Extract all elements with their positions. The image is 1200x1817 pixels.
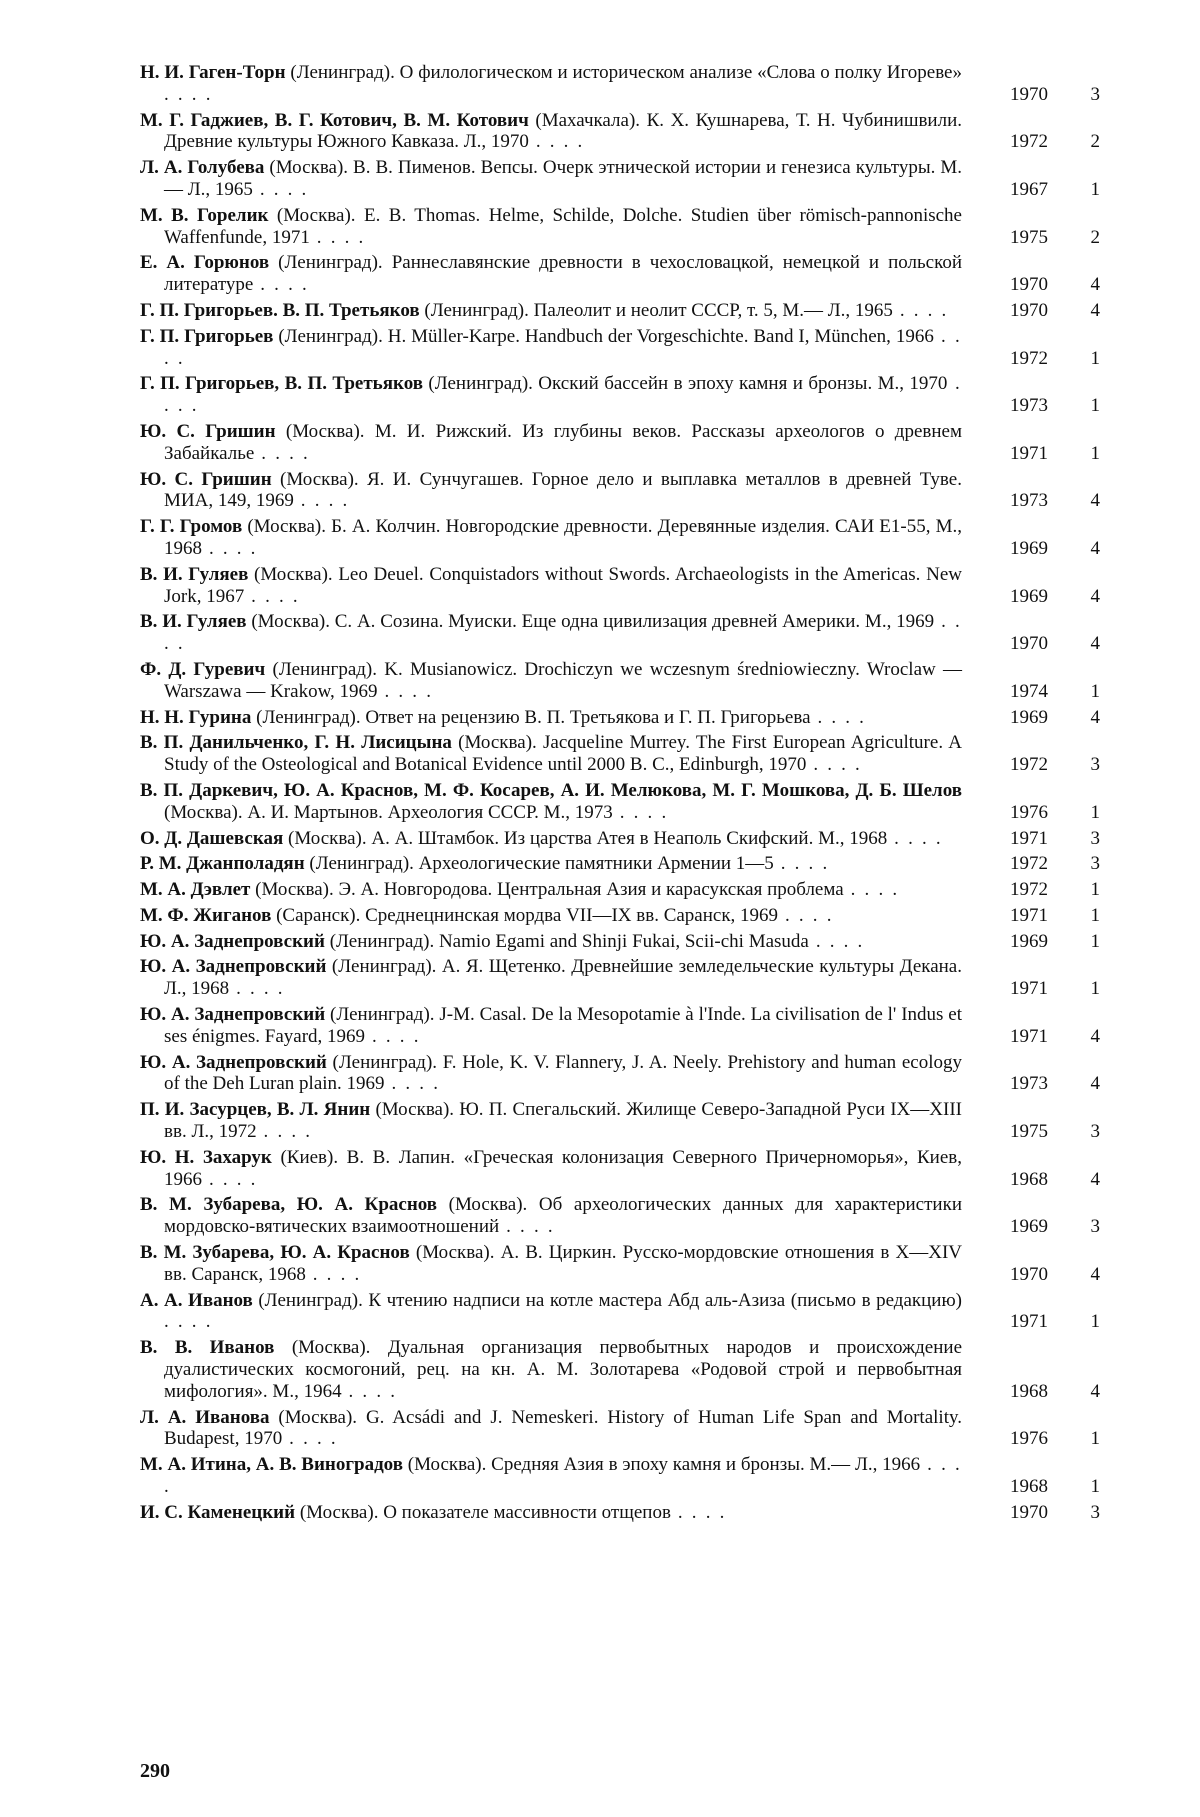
entry-title: (Москва). Ю. П. Спегальский. Жилище Северо-Западной Руси IX—XIII вв. Л., 1972 (164, 1099, 962, 1143)
entry-issue: 4 (1090, 1380, 1100, 1402)
entry-issue: 2 (1090, 131, 1100, 153)
entry-year: 1969 (1010, 1216, 1048, 1238)
entry-author: Ю. А. Заднепровский (140, 930, 325, 952)
dot-leader: . . . . (202, 537, 258, 559)
entry-text (140, 326, 962, 370)
entry-text (140, 611, 962, 655)
bibliography-entry (140, 373, 1100, 417)
entry-author: Ю. А. Заднепровский (140, 1051, 327, 1073)
bibliography-entry (140, 1454, 1100, 1498)
entry-issue: 4 (1090, 1073, 1100, 1095)
bibliography-entry (140, 1407, 1100, 1451)
bibliography-entry (140, 62, 1100, 106)
bibliography-entry (140, 611, 1100, 655)
entry-issue: 1 (1090, 1476, 1100, 1498)
entry-year: 1975 (1010, 226, 1048, 248)
entry-text (140, 252, 962, 296)
entry-issue: 3 (1090, 1121, 1100, 1143)
entry-title: (Москва). E. B. Thomas. Helme, Schilde, Dolche. Studien über römisch-pannonische Waffenfunde, 1971 (164, 204, 962, 248)
entry-title: (Москва). Б. А. Колчин. Новгородские древности. Деревянные изделия. САИ Е1-55, М., 1968 (164, 516, 963, 559)
bibliography-entry (140, 707, 1100, 729)
bibliography-entry (140, 421, 1100, 465)
entry-year: 1974 (1010, 680, 1048, 702)
entry-year: 1968 (1010, 1380, 1048, 1402)
entry-author: Ю. Н. Захарук (140, 1146, 272, 1168)
entry-author: В. И. Гуляев (140, 611, 247, 633)
dot-leader: . . . . (377, 680, 434, 702)
entry-issue: 4 (1090, 1263, 1100, 1285)
entry-year: 1971 (1010, 827, 1048, 849)
entry-text (140, 205, 962, 249)
entry-title: (Ленинград). Палеолит и неолит СССР, т. 5, М.— Л., 1965 (419, 299, 893, 321)
entry-text (140, 1242, 962, 1286)
dot-leader: . . . . (892, 299, 949, 321)
entry-author: М. А. Дэвлет (140, 879, 251, 901)
dot-leader: . . . . (253, 274, 309, 296)
bibliography-entry (140, 853, 1100, 875)
entry-issue: 1 (1090, 1428, 1100, 1450)
entry-issue: 3 (1090, 1216, 1100, 1238)
entry-issue: 4 (1090, 633, 1100, 655)
entry-author: И. С. Каменецкий (140, 1501, 296, 1523)
entry-text (140, 931, 962, 953)
entry-year: 1971 (1010, 442, 1048, 464)
dot-leader: . . . . (164, 1454, 962, 1498)
entry-issue: 1 (1090, 879, 1100, 901)
entry-title: (Ленинград). Окский бассейн в эпоху камня и бронзы. М., 1970 (422, 373, 948, 395)
entry-author: Ю. А. Заднепровский (140, 1004, 326, 1026)
entry-issue: 1 (1090, 178, 1100, 200)
entry-issue: 4 (1090, 274, 1100, 296)
bibliography-entry (140, 1099, 1100, 1143)
entry-issue: 1 (1090, 347, 1100, 369)
entry-author: М. Ф. Жиганов (140, 904, 272, 926)
bibliography-entry (140, 157, 1100, 201)
dot-leader: . . . . (244, 585, 300, 607)
entry-text (140, 905, 962, 927)
entry-author: Г. П. Григорьев (140, 325, 274, 347)
entry-issue: 4 (1090, 490, 1100, 512)
dot-leader: . . . . (309, 226, 366, 248)
entry-text (140, 300, 962, 322)
bibliography-entry (140, 732, 1100, 776)
entry-text (140, 1290, 962, 1334)
dot-leader: . . . . (499, 1216, 555, 1238)
entry-year: 1973 (1010, 490, 1048, 512)
bibliography-entry (140, 905, 1100, 927)
entry-title: (Москва). А. А. Штамбок. Из царства Атея в Неаполь Скифский. М., 1968 (283, 827, 888, 849)
dot-leader: . . . . (252, 178, 309, 200)
entry-year: 1969 (1010, 930, 1048, 952)
dot-leader: . . . . (305, 1263, 362, 1285)
entry-year: 1972 (1010, 754, 1048, 776)
entry-title: (Москва). М. И. Рижский. Из глубины веков. Рассказы археологов о древнем Забайкалье (164, 420, 962, 464)
entry-title: (Москва). G. Acsádi and J. Nemeskeri. History of Human Life Span and Mortality. Budapest, 1970 (164, 1406, 962, 1450)
entry-text (140, 564, 962, 608)
entry-year: 1972 (1010, 131, 1048, 153)
entry-year: 1976 (1010, 1428, 1048, 1450)
entry-year: 1969 (1010, 537, 1048, 559)
entry-title: (Москва). В. В. Пименов. Вепсы. Очерк этнической истории и генезиса культуры. М.— Л., 1965 (164, 157, 962, 200)
entry-year: 1967 (1010, 178, 1048, 200)
entry-year: 1970 (1010, 1501, 1048, 1523)
entry-year: 1970 (1010, 274, 1048, 296)
bibliography-list (140, 62, 1100, 1528)
entry-issue: 1 (1090, 978, 1100, 1000)
entry-author: Г. П. Григорьев, В. П. Третьяков (140, 373, 423, 395)
entry-issue: 1 (1090, 1311, 1100, 1333)
bibliography-entry (140, 469, 1100, 513)
entry-text (140, 516, 962, 560)
dot-leader: . . . . (773, 853, 830, 875)
dot-leader: . . . . (164, 325, 962, 369)
entry-year: 1971 (1010, 904, 1048, 926)
entry-issue: 4 (1090, 299, 1100, 321)
dot-leader: . . . . (254, 442, 310, 464)
dot-leader: . . . . (164, 373, 963, 417)
dot-leader: . . . . (808, 930, 865, 952)
entry-title: (Ленинград). J-M. Casal. De la Mesopotamie à l'Inde. La civilisation de l' Indus et ses énigmes. Fayard, 1969 (164, 1004, 962, 1047)
entry-author: В. М. Зубарева, Ю. А. Краснов (140, 1194, 438, 1216)
entry-title: (Ленинград). А. Я. Щетенко. Древнейшие земледельческие культуры Декана. Л., 1968 (164, 956, 962, 1000)
entry-text (140, 110, 962, 154)
entry-title: (Ленинград). Namio Egami and Shinji Fukai, Scii-chi Masuda (324, 930, 809, 952)
bibliography-entry (140, 1337, 1100, 1402)
entry-text (140, 853, 962, 875)
bibliography-entry (140, 1502, 1100, 1524)
entry-issue: 1 (1090, 801, 1100, 823)
entry-title: (Москва). Jacqueline Murrey. The First European Agriculture. A Study of the Osteological and Botanical Evidence until 2000 B. C., Edinburgh, 1970 (164, 732, 962, 776)
dot-leader: . . . . (256, 1121, 313, 1143)
entry-year: 1969 (1010, 585, 1048, 607)
entry-issue: 3 (1090, 853, 1100, 875)
bibliography-entry (140, 326, 1100, 370)
entry-title: (Москва). Об археологических данных для характеристики мордовско-вятических взаимоотношений (164, 1194, 962, 1238)
entry-issue: 4 (1090, 537, 1100, 559)
entry-text (140, 1004, 962, 1048)
entry-author: Г. П. Григорьев. В. П. Третьяков (140, 299, 420, 321)
entry-title: (Ленинград). К чтению надписи на котле мастера Абд аль-Азиза (письмо в редакцию) (252, 1289, 962, 1311)
dot-leader: . . . . (164, 611, 962, 655)
entry-title: (Ленинград). F. Hole, K. V. Flannery, J. A. Neely. Prehistory and human ecology of the Deh Luran plain. 1969 (164, 1051, 962, 1095)
entry-text (140, 732, 962, 776)
entry-year: 1970 (1010, 299, 1048, 321)
entry-title: (Ленинград). Археологические памятники Армении 1—5 (304, 853, 774, 875)
entry-title: (Москва). С. А. Созина. Муиски. Еще одна цивилизация древней Америки. М., 1969 (246, 611, 935, 633)
bibliography-entry (140, 252, 1100, 296)
entry-text (140, 1052, 962, 1096)
entry-issue: 1 (1090, 442, 1100, 464)
dot-leader: . . . . (164, 1311, 213, 1333)
dot-leader: . . . . (384, 1073, 441, 1095)
bibliography-entry (140, 931, 1100, 953)
entry-text (140, 157, 962, 201)
entry-title: (Ленинград). Ответ на рецензию В. П. Третьякова и Г. П. Григорьева (251, 706, 811, 728)
entry-issue: 1 (1090, 904, 1100, 926)
entry-author: Ю. С. Гришин (140, 420, 276, 442)
entry-title: (Москва). Э. А. Новгородова. Центральная Азия и карасукская проблема (250, 879, 844, 901)
entry-text (140, 62, 962, 106)
entry-issue: 3 (1090, 827, 1100, 849)
entry-text (140, 1407, 962, 1451)
entry-issue: 4 (1090, 706, 1100, 728)
entry-author: Ф. Д. Гуревич (140, 658, 266, 680)
entry-text (140, 1194, 962, 1238)
entry-author: В. П. Данильченко, Г. Н. Лисицына (140, 732, 452, 754)
entry-author: В. В. Иванов (140, 1337, 275, 1359)
entry-text (140, 707, 962, 729)
entry-title: (Москва). О показателе массивности отщепов (295, 1501, 671, 1523)
bibliography-entry (140, 828, 1100, 850)
bibliography-entry (140, 1194, 1100, 1238)
dot-leader: . . . . (612, 801, 669, 823)
entry-author: М. В. Горелик (140, 204, 269, 226)
entry-text (140, 780, 962, 824)
bibliography-entry (140, 1004, 1100, 1048)
entry-title: (Ленинград). Раннеславянские древности в чехословацкой, немецкой и польской литературе (164, 252, 963, 296)
entry-year: 1968 (1010, 1476, 1048, 1498)
entry-year: 1976 (1010, 801, 1048, 823)
entry-issue: 1 (1090, 395, 1100, 417)
bibliography-entry (140, 1052, 1100, 1096)
entry-text (140, 659, 962, 703)
entry-year: 1970 (1010, 633, 1048, 655)
entry-year: 1972 (1010, 879, 1048, 901)
entry-text (140, 1502, 962, 1524)
entry-text (140, 373, 962, 417)
dot-leader: . . . . (806, 754, 863, 776)
dot-leader: . . . . (229, 978, 285, 1000)
bibliography-entry (140, 300, 1100, 322)
entry-author: М. Г. Гаджиев, В. Г. Котович, В. М. Котович (140, 109, 529, 131)
entry-year: 1968 (1010, 1168, 1048, 1190)
entry-issue: 4 (1090, 1025, 1100, 1047)
dot-leader: . . . . (293, 490, 350, 512)
entry-text (140, 879, 962, 901)
entry-text (140, 1454, 962, 1498)
entry-title: (Ленинград). H. Müller-Karpe. Handbuch der Vorgeschichte. Band I, München, 1966 (273, 325, 934, 347)
entry-author: П. И. Засурцев, В. Л. Янин (140, 1099, 371, 1121)
entry-year: 1969 (1010, 706, 1048, 728)
dot-leader: . . . . (282, 1428, 338, 1450)
entry-author: Л. А. Голубева (140, 157, 265, 179)
entry-year: 1971 (1010, 1025, 1048, 1047)
entry-issue: 2 (1090, 226, 1100, 248)
entry-title: (Москва). Дуальная организация первобытных народов и происхождение дуалистических космогоний, рец. на кн. А. М. Золотарева «Родовой строй и первобытная мифология». М., 1964 (164, 1337, 962, 1402)
entry-author: Е. А. Горюнов (140, 252, 270, 274)
entry-year: 1975 (1010, 1121, 1048, 1143)
entry-author: Ю. С. Гришин (140, 468, 272, 490)
entry-year: 1971 (1010, 978, 1048, 1000)
entry-author: О. Д. Дашевская (140, 827, 284, 849)
entry-issue: 4 (1090, 1168, 1100, 1190)
bibliography-entry (140, 516, 1100, 560)
entry-text (140, 469, 962, 513)
bibliography-entry (140, 564, 1100, 608)
entry-year: 1970 (1010, 1263, 1048, 1285)
entry-text (140, 421, 962, 465)
dot-leader: . . . . (810, 706, 867, 728)
entry-text (140, 1337, 962, 1402)
dot-leader: . . . . (164, 83, 213, 105)
dot-leader: . . . . (202, 1168, 258, 1190)
entry-issue: 1 (1090, 680, 1100, 702)
entry-title: (Саранск). Среднецнинская мордва VII—IX вв. Саранск, 1969 (271, 904, 779, 926)
entry-title: (Махачкала). К. Х. Кушнарева, Т. Н. Чубинишвили. Древние культуры Южного Кавказа. Л., 1970 (164, 109, 962, 153)
entry-text (140, 828, 962, 850)
entry-author: В. П. Даркевич, Ю. А. Краснов, М. Ф. Косарев, А. И. Мелюкова, М. Г. Мошкова, Д. Б. Шелов (140, 779, 962, 801)
entry-year: 1972 (1010, 347, 1048, 369)
entry-text (140, 956, 962, 1000)
entry-issue: 3 (1090, 1501, 1100, 1523)
entry-title: (Москва). Средняя Азия в эпоху камня и бронзы. М.— Л., 1966 (402, 1454, 921, 1476)
bibliography-entry (140, 1242, 1100, 1286)
dot-leader: . . . . (341, 1380, 398, 1402)
entry-author: Р. М. Джанполадян (140, 853, 305, 875)
entry-year: 1971 (1010, 1311, 1048, 1333)
bibliography-entry (140, 780, 1100, 824)
entry-title: (Москва). А. В. Циркин. Русско-мордовские отношения в X—XIV вв. Саранск, 1968 (164, 1242, 962, 1285)
dot-leader: . . . . (670, 1501, 727, 1523)
entry-title: (Москва). Я. И. Сунчугашев. Горное дело и выплавка металлов в древней Туве. МИА, 149, 1969 (164, 468, 962, 512)
entry-year: 1973 (1010, 395, 1048, 417)
bibliography-entry (140, 1290, 1100, 1334)
entry-title: (Москва). Leo Deuel. Conquistadors without Swords. Archaeologists in the Americas. New Jork, 1967 (164, 563, 962, 607)
entry-title: (Киев). В. В. Лапин. «Греческая колонизация Северного Причерноморья», Киев, 1966 (164, 1146, 962, 1190)
entry-text (140, 1147, 962, 1191)
entry-year: 1970 (1010, 83, 1048, 105)
entry-author: Г. Г. Громов (140, 516, 243, 538)
entry-author: Л. А. Иванова (140, 1406, 270, 1428)
dot-leader: . . . . (887, 827, 943, 849)
entry-title: (Ленинград). K. Musianowicz. Drochiczyn we wczesnym średniowieczny. Wroclaw — Warszawa — Krakow, 1969 (164, 658, 962, 702)
dot-leader: . . . . (843, 879, 900, 901)
entry-author: А. А. Иванов (140, 1289, 253, 1311)
bibliography-entry (140, 879, 1100, 901)
entry-year: 1972 (1010, 853, 1048, 875)
entry-title: (Ленинград). О филологическом и историческом анализе «Слова о полку Игореве» (285, 62, 962, 83)
entry-issue: 1 (1090, 930, 1100, 952)
entry-title: (Москва). А. И. Мартынов. Археология СССР. М., 1973 (164, 801, 613, 823)
bibliography-entry (140, 110, 1100, 154)
dot-leader: . . . . (365, 1025, 421, 1047)
entry-author: М. А. Итина, А. В. Виноградов (140, 1454, 403, 1476)
entry-author: Н. Н. Гурина (140, 706, 252, 728)
entry-author: Ю. А. Заднепровский (140, 956, 327, 978)
bibliography-entry (140, 1147, 1100, 1191)
bibliography-entry (140, 956, 1100, 1000)
entry-year: 1973 (1010, 1073, 1048, 1095)
bibliography-entry (140, 205, 1100, 249)
entry-author: В. И. Гуляев (140, 563, 249, 585)
entry-author: Н. И. Гаген-Торн (140, 62, 286, 83)
dot-leader: . . . . (528, 131, 585, 153)
entry-issue: 3 (1090, 754, 1100, 776)
entry-issue: 4 (1090, 585, 1100, 607)
entry-text (140, 1099, 962, 1143)
dot-leader: . . . . (778, 904, 834, 926)
bibliography-entry (140, 659, 1100, 703)
page-number: 290 (140, 1760, 170, 1782)
entry-issue: 3 (1090, 83, 1100, 105)
entry-author: В. М. Зубарева, Ю. А. Краснов (140, 1242, 410, 1264)
